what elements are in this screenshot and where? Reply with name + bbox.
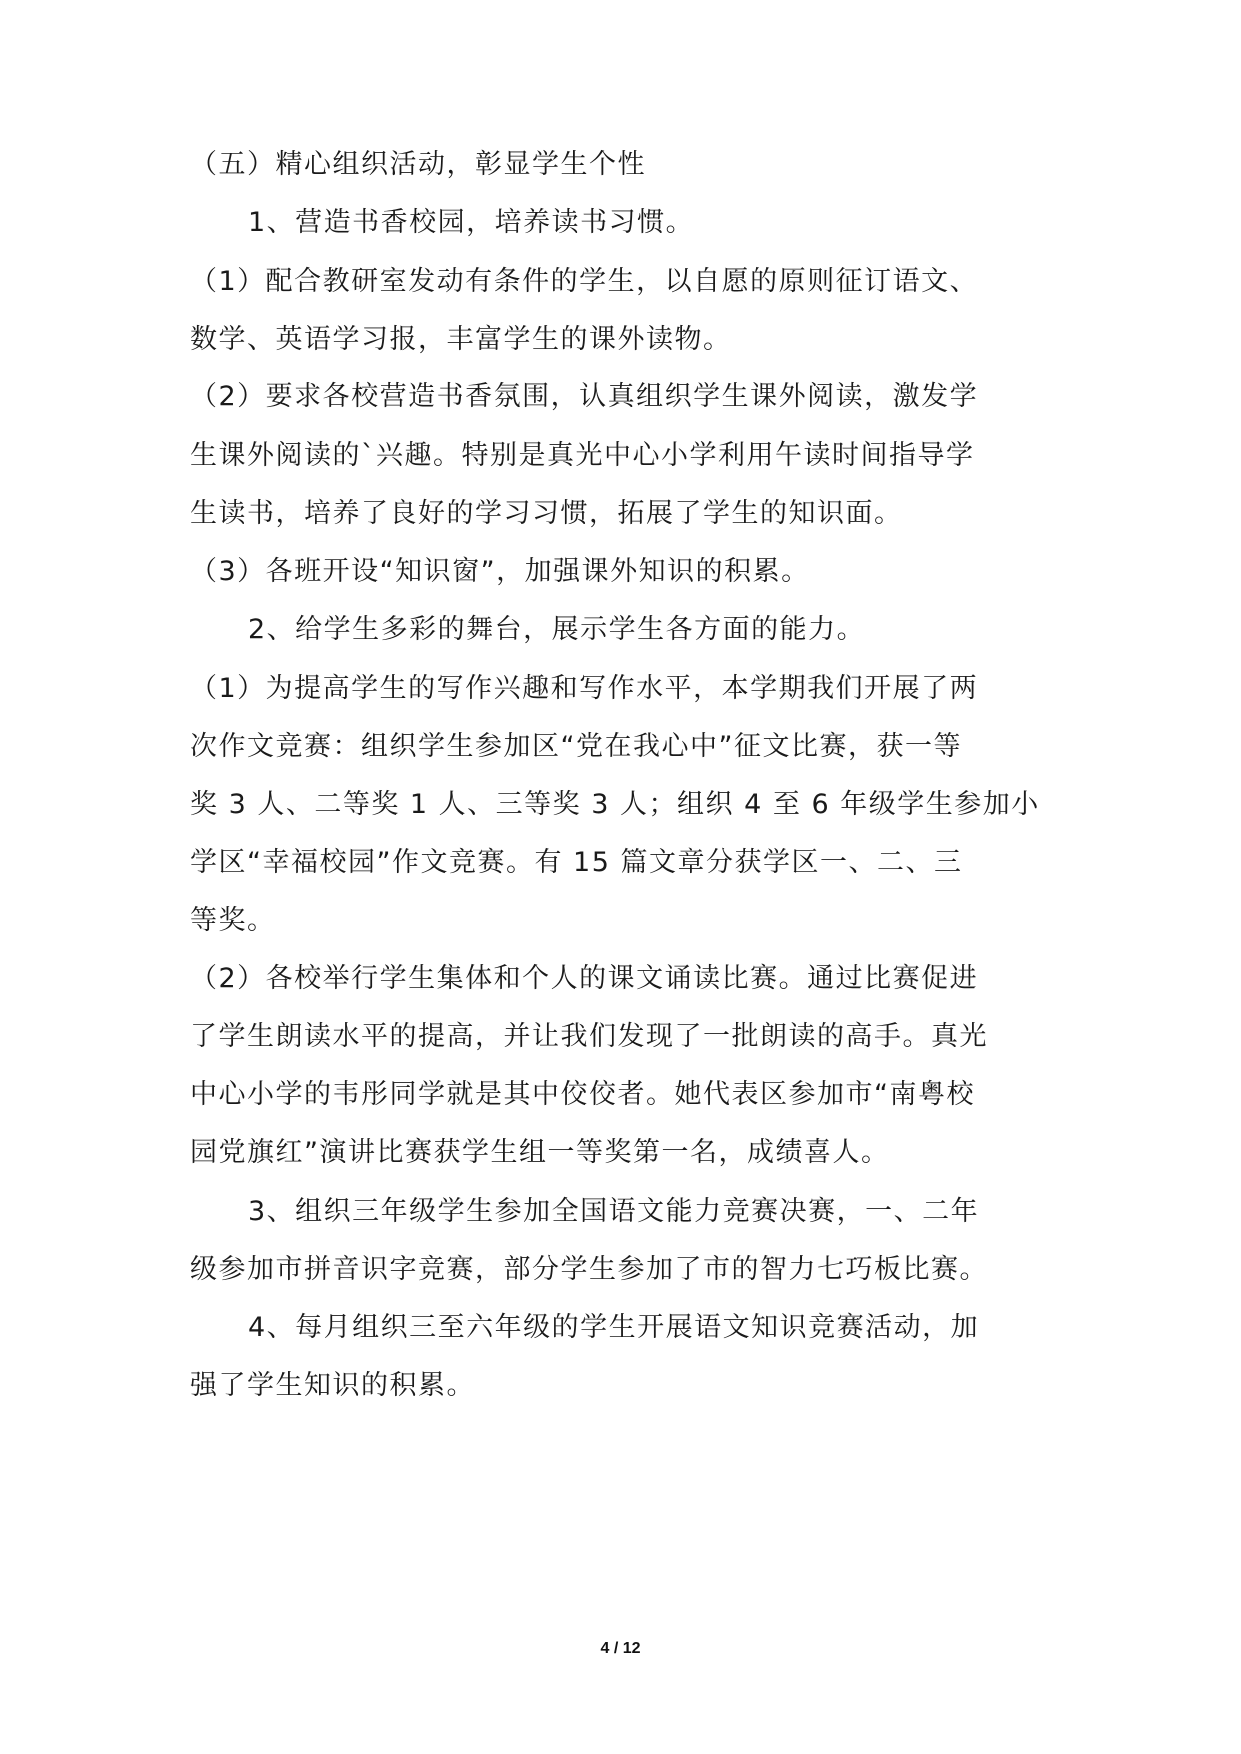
paragraph-line: 数学、英语学习报，丰富学生的课外读物。 <box>190 324 732 355</box>
subheading-2: 2、给学生多彩的舞台，展示学生各方面的能力。 <box>248 614 866 645</box>
subheading-1: 1、营造书香校园，培养读书习惯。 <box>248 207 695 238</box>
paragraph-line: 了学生朗读水平的提高，并让我们发现了一批朗读的高手。真光 <box>190 1021 988 1052</box>
paragraph-line: 生课外阅读的`兴趣。特别是真光中心小学利用午读时间指导学 <box>190 440 975 471</box>
paragraph-line: 奖 3 人、二等奖 1 人、三等奖 3 人；组织 4 至 6 年级学生参加小 <box>190 789 1040 820</box>
paragraph-line: （1）配合教研室发动有条件的学生，以自愿的原则征订语文、 <box>190 266 979 297</box>
paragraph-line: 学区“幸福校园”作文竞赛。有 15 篇文章分获学区一、二、三 <box>190 847 963 878</box>
paragraph-line: （2）各校举行学生集体和个人的课文诵读比赛。通过比赛促进 <box>190 963 979 994</box>
paragraph-line: （1）为提高学生的写作兴趣和写作水平，本学期我们开展了两 <box>190 673 979 704</box>
paragraph-line: （3）各班开设“知识窗”，加强课外知识的积累。 <box>190 556 810 587</box>
paragraph-line: 强了学生知识的积累。 <box>190 1370 475 1401</box>
paragraph-line: 生读书，培养了良好的学习习惯，拓展了学生的知识面。 <box>190 498 903 529</box>
paragraph-line: （2）要求各校营造书香氛围，认真组织学生课外阅读，激发学 <box>190 381 979 412</box>
paragraph-line: 次作文竞赛：组织学生参加区“党在我心中”征文比赛，获一等 <box>190 731 962 762</box>
paragraph-line: 中心小学的韦彤同学就是其中佼佼者。她代表区参加市“南粤校 <box>190 1079 975 1110</box>
paragraph-line: 园党旗红”演讲比赛获学生组一等奖第一名，成绩喜人。 <box>190 1137 890 1168</box>
section-heading: （五）精心组织活动，彰显学生个性 <box>190 149 646 180</box>
paragraph-line: 等奖。 <box>190 905 276 936</box>
page-number: 4 / 12 <box>600 1640 641 1657</box>
paragraph-line: 级参加市拼音识字竞赛，部分学生参加了市的智力七巧板比赛。 <box>190 1254 988 1285</box>
subheading-4: 4、每月组织三至六年级的学生开展语文知识竞赛活动，加 <box>248 1312 980 1343</box>
subheading-3: 3、组织三年级学生参加全国语文能力竞赛决赛，一、二年 <box>248 1196 980 1227</box>
